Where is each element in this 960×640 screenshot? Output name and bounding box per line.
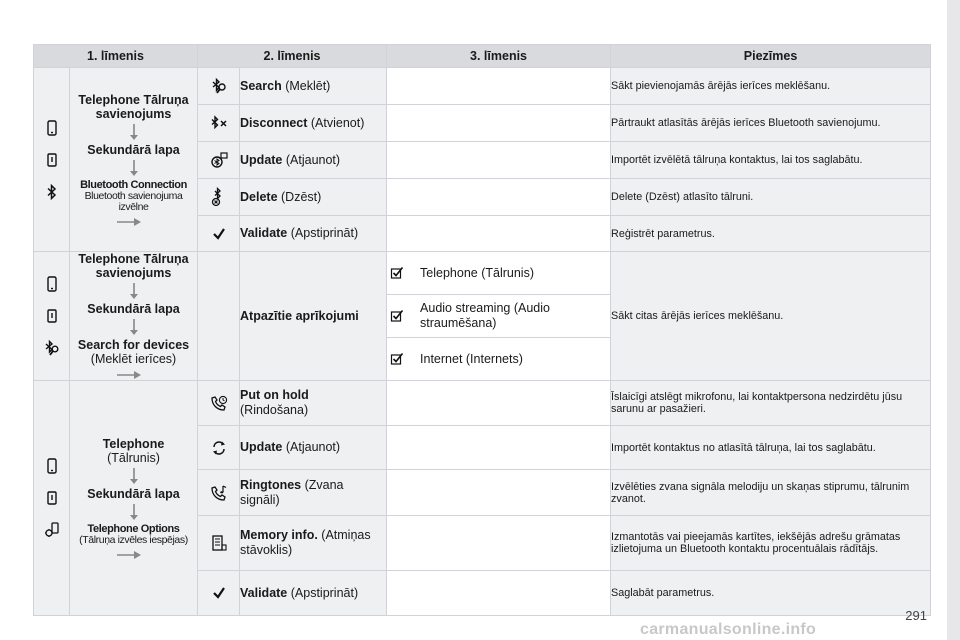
- menu-table: [33, 44, 931, 616]
- bluetooth-disconnect-icon: [209, 113, 229, 133]
- level1-path-group2: [70, 252, 198, 381]
- level3-empty-cell: [387, 470, 611, 516]
- bluetooth-icon: [43, 183, 61, 201]
- leaf-title: Search for devices: [77, 338, 190, 352]
- row-label-note: (Zvana signāli): [240, 477, 344, 507]
- row-label-note: (Atvienot): [307, 115, 365, 130]
- row-label-key: Update: [240, 440, 283, 454]
- leaf-title: Bluetooth Connection: [80, 178, 187, 191]
- row-note: Saglabāt parametrus.: [611, 571, 931, 616]
- row-icon-cell: [198, 426, 240, 470]
- level3-empty-cell: [387, 426, 611, 470]
- row-label: [240, 571, 387, 616]
- checkbox-icon: [390, 352, 404, 366]
- row-label-key: Update: [240, 152, 283, 167]
- phone-small-icon: [43, 489, 61, 507]
- header-notes: Piezīmes: [611, 45, 931, 68]
- refresh-icon: [209, 438, 229, 458]
- submenu-title: Sekundārā lapa: [87, 302, 180, 316]
- check-icon: [209, 224, 229, 244]
- option-label: Telephone (Tālrunis): [420, 265, 534, 280]
- row-label: [240, 142, 387, 179]
- row-note: Importēt izvēlētā tālruņa kontaktus, lai tos saglabātu.: [611, 142, 931, 179]
- option-cell: [387, 252, 611, 295]
- arrow-down-icon: [128, 318, 140, 336]
- level3-empty-cell: [387, 571, 611, 616]
- menu-title-note: (Tālrunis): [107, 450, 160, 465]
- row-label: [240, 516, 387, 571]
- row-icon-cell: [198, 516, 240, 571]
- row-label-key: Disconnect: [240, 115, 308, 130]
- leaf-note: (Meklēt ierīces): [90, 352, 177, 366]
- header-level2: 2. līmenis: [198, 45, 387, 68]
- row-label-note: (Dzēst): [277, 189, 322, 204]
- row-note: Delete (Dzēst) atlasīto tālruni.: [611, 179, 931, 216]
- option-label: Audio streaming (Audio straumēšana): [420, 301, 550, 330]
- table-row: [34, 252, 931, 295]
- row-label-note: (Apstiprināt): [287, 585, 359, 600]
- arrow-down-icon: [128, 467, 140, 485]
- table-header-row: [34, 45, 931, 68]
- check-icon: [209, 583, 229, 603]
- row-icon-cell: [198, 68, 240, 105]
- leaf-note: (Tālruņa izvēles iespējas): [79, 533, 188, 546]
- phone-small-icon: [43, 151, 61, 169]
- row-label: [240, 216, 387, 252]
- level3-empty-cell: [387, 68, 611, 105]
- row-label-key: Validate: [240, 226, 288, 240]
- level1-icons-group3: [34, 381, 70, 616]
- page-number: 291: [905, 608, 927, 623]
- level3-empty-cell: [387, 216, 611, 252]
- row-label: [240, 381, 387, 426]
- row-label: [240, 426, 387, 470]
- level1-icons-group1: [34, 68, 70, 252]
- row-label-note: (Atjaunot): [282, 440, 341, 454]
- row-label: [240, 470, 387, 516]
- table-row: [34, 381, 931, 426]
- row-note: Izmantotās vai pieejamās kartītes, iekšējās adrešu grāmatas izlietojuma un Bluetooth kontaktu procentuālais rādītājs.: [611, 516, 931, 571]
- menu-title: Telephone Tālruņa savienojums: [78, 252, 189, 280]
- arrow-down-icon: [128, 123, 140, 141]
- level3-empty-cell: [387, 381, 611, 426]
- row-note: Reģistrēt parametrus.: [611, 216, 931, 252]
- arrow-down-icon: [128, 503, 140, 521]
- level2-empty-icon-cell: [198, 252, 240, 381]
- leaf-title: Telephone Options: [87, 522, 180, 535]
- row-icon-cell: [198, 470, 240, 516]
- header-level3: 3. līmenis: [387, 45, 611, 68]
- arrow-down-icon: [128, 159, 140, 177]
- row-icon-cell: [198, 179, 240, 216]
- row-label-key: Ringtones: [240, 477, 302, 492]
- row-icon-cell: [198, 105, 240, 142]
- option-cell: [387, 338, 611, 381]
- level1-icons-group2: [34, 252, 70, 381]
- bluetooth-update-icon: [209, 150, 229, 170]
- level1-path-group1: [70, 68, 198, 252]
- row-label: [240, 105, 387, 142]
- row-icon-cell: [198, 216, 240, 252]
- arrow-right-icon: [116, 370, 142, 380]
- row-note: Importēt kontaktus no atlasītā tālruņa, lai tos saglabātu.: [611, 426, 931, 470]
- phone-icon: [43, 457, 61, 475]
- bluetooth-search-icon: [209, 76, 229, 96]
- phone-options-icon: [43, 521, 61, 539]
- row-label-key: Put on hold: [240, 388, 309, 402]
- row-icon-cell: [198, 571, 240, 616]
- option-cell: [387, 295, 611, 338]
- row-label-note: (Meklēt): [281, 78, 331, 93]
- watermark: carmanualsonline.info: [640, 621, 817, 638]
- row-label-key: Validate: [240, 585, 288, 600]
- level2-label: [240, 252, 387, 381]
- menu-title: Telephone Tālruņa savienojums: [78, 92, 189, 121]
- menu-title: Telephone: [102, 436, 165, 451]
- row-note: Izvēlēties zvana signāla melodiju un skaņas stiprumu, tālrunim zvanot.: [611, 470, 931, 516]
- row-icon-cell: [198, 381, 240, 426]
- checkbox-icon: [390, 266, 404, 280]
- row-note: Īslaicīgi atslēgt mikrofonu, lai kontaktpersona nedzirdētu jūsu sarunu ar pasažieri.: [611, 381, 931, 426]
- level3-empty-cell: [387, 105, 611, 142]
- phone-icon: [43, 119, 61, 137]
- row-label-key: Memory info.: [240, 528, 318, 542]
- arrow-down-icon: [128, 282, 140, 300]
- submenu-title: Sekundārā lapa: [87, 142, 180, 157]
- row-label-note: (Rindošana): [240, 403, 309, 417]
- row-icon-cell: [198, 142, 240, 179]
- bluetooth-search-icon: [43, 339, 61, 357]
- memory-info-icon: [209, 533, 229, 553]
- row-label: [240, 179, 387, 216]
- level3-empty-cell: [387, 142, 611, 179]
- level1-path-group3: [70, 381, 198, 616]
- row-label: [240, 68, 387, 105]
- arrow-right-icon: [116, 217, 142, 227]
- level2-label-key: Atpazītie aprīkojumi: [240, 308, 359, 323]
- row-label-key: Search: [240, 78, 282, 93]
- row-note: Sākt pievienojamās ārējās ierīces meklēšanu.: [611, 68, 931, 105]
- sidebar-strip: [947, 0, 960, 640]
- row-label-note: (Atjaunot): [282, 152, 341, 167]
- row-note: Pārtraukt atlasītās ārējās ierīces Bluetooth savienojumu.: [611, 105, 931, 142]
- bluetooth-delete-icon: [209, 187, 229, 207]
- option-label: Internet (Internets): [420, 351, 523, 366]
- row-note: Sākt citas ārējās ierīces meklēšanu.: [611, 252, 931, 381]
- header-level1: 1. līmenis: [34, 45, 198, 68]
- ringtone-icon: [209, 483, 229, 503]
- table-row: [34, 68, 931, 105]
- row-label-key: Delete: [240, 189, 278, 204]
- phone-icon: [43, 275, 61, 293]
- hold-call-icon: [209, 393, 229, 413]
- level3-empty-cell: [387, 179, 611, 216]
- level3-empty-cell: [387, 516, 611, 571]
- row-label-note: (Apstiprināt): [287, 226, 359, 240]
- row-label-note: (Atmiņas stāvoklis): [240, 528, 371, 557]
- arrow-right-icon: [116, 550, 142, 560]
- submenu-title: Sekundārā lapa: [87, 486, 180, 501]
- checkbox-icon: [390, 309, 404, 323]
- leaf-note: Bluetooth savienojuma izvēlne: [84, 189, 183, 213]
- phone-small-icon: [43, 307, 61, 325]
